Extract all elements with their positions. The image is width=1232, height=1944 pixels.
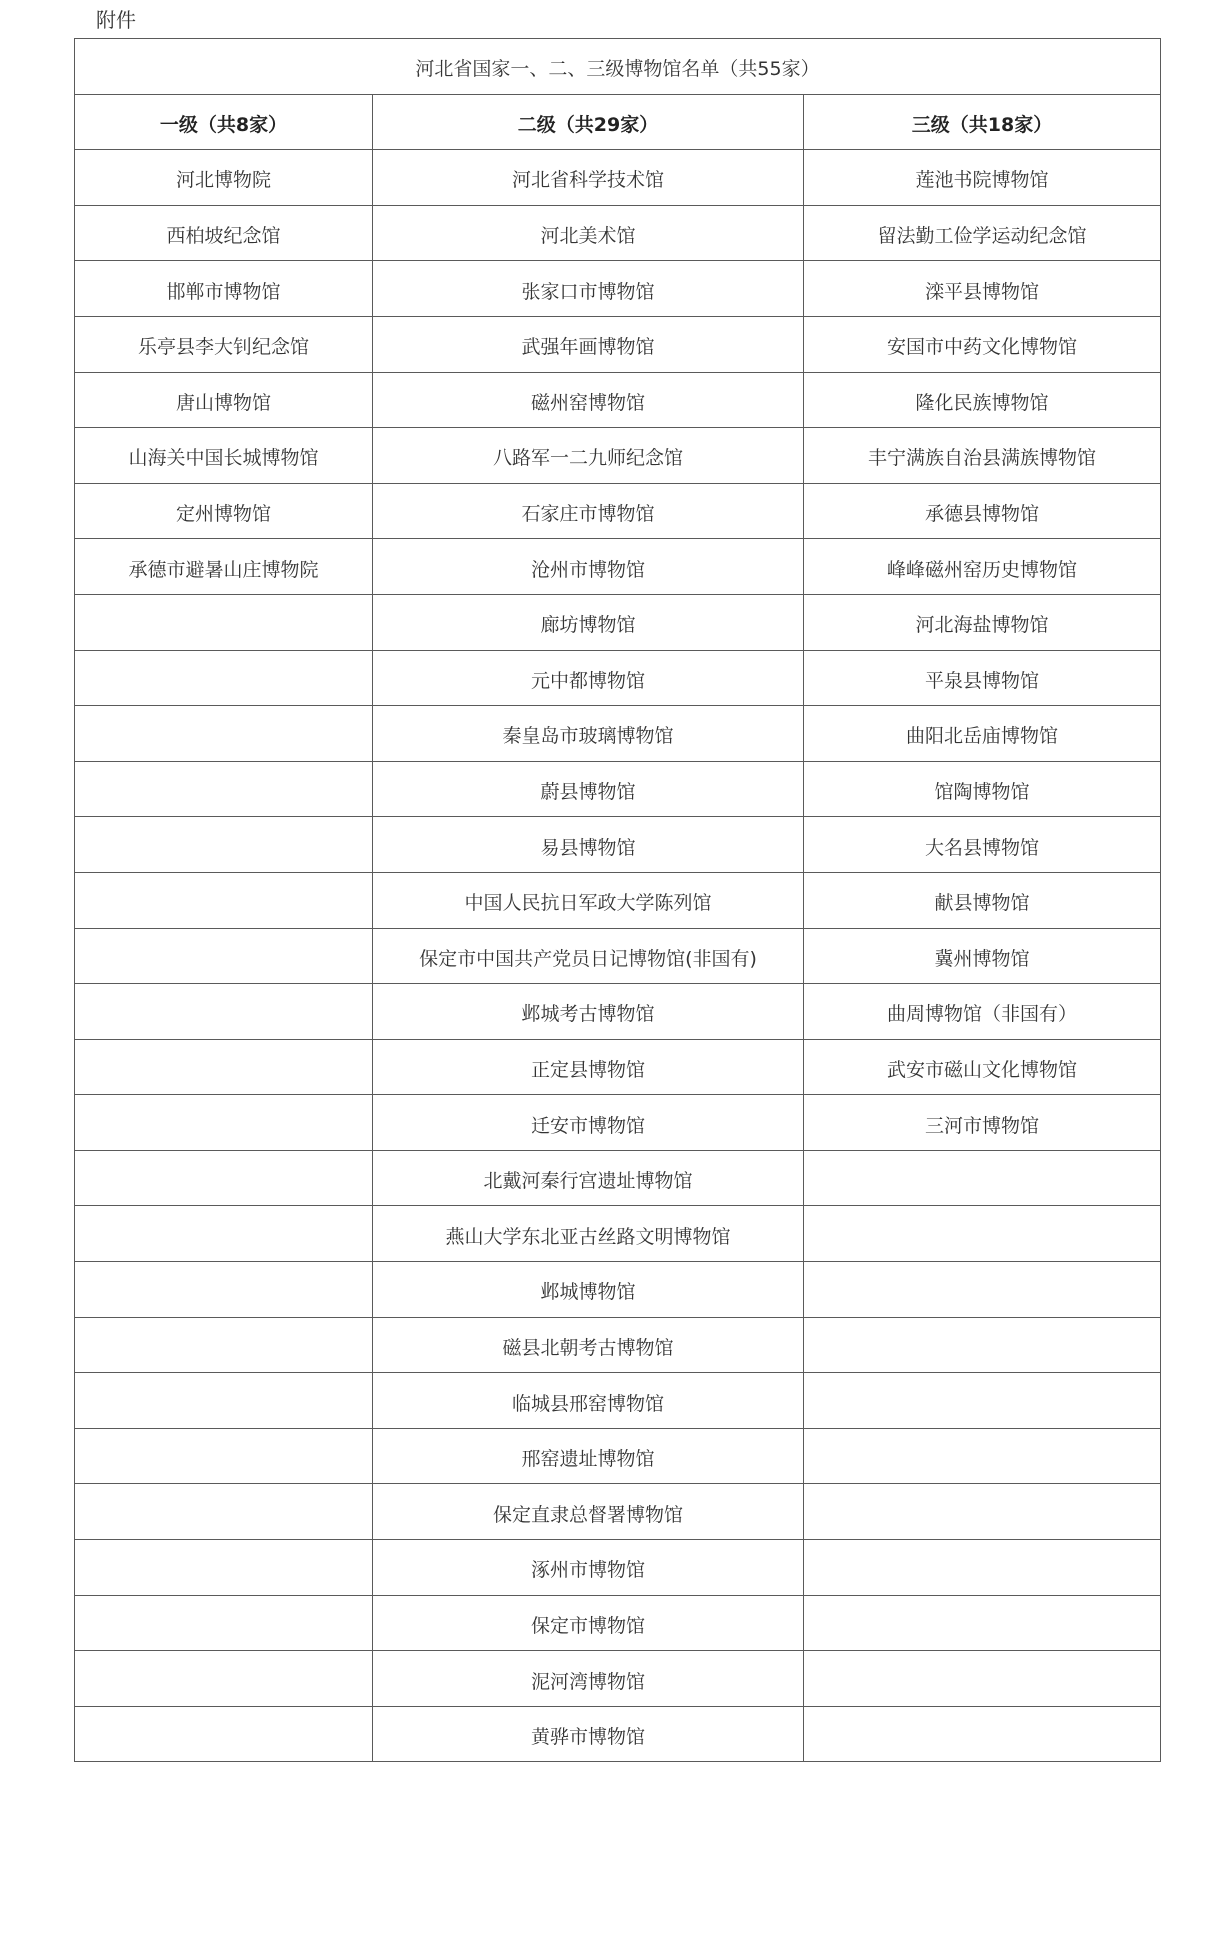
level-3-museum-cell: 三河市博物馆 [804,1095,1161,1151]
level-1-museum-cell [75,1095,373,1151]
table-row [75,1373,1161,1429]
table-row [75,372,1161,428]
table-row [75,1262,1161,1318]
level-2-museum-cell: 保定市中国共产党员日记博物馆(非国有) [373,928,804,984]
level-1-museum-cell: 承德市避暑山庄博物院 [75,539,373,595]
level-1-museum-cell: 河北博物院 [75,150,373,206]
level-1-museum-cell [75,1150,373,1206]
level-3-museum-cell [804,1595,1161,1651]
level-2-museum-cell: 元中都博物馆 [373,650,804,706]
level-3-museum-cell [804,1150,1161,1206]
level-1-museum-cell [75,761,373,817]
table-row [75,1317,1161,1373]
table-row [75,1428,1161,1484]
level-2-museum-cell: 中国人民抗日军政大学陈列馆 [373,872,804,928]
level-2-museum-cell: 八路军一二九师纪念馆 [373,428,804,484]
level-3-museum-cell [804,1540,1161,1596]
level-3-museum-cell: 献县博物馆 [804,872,1161,928]
level-1-museum-cell [75,1262,373,1318]
level-1-museum-cell [75,1595,373,1651]
level-3-museum-cell: 峰峰磁州窑历史博物馆 [804,539,1161,595]
table-row [75,1095,1161,1151]
table-row [75,539,1161,595]
level-2-museum-cell: 迁安市博物馆 [373,1095,804,1151]
level-2-museum-cell: 邢窑遗址博物馆 [373,1428,804,1484]
table-row [75,1039,1161,1095]
level-3-museum-cell [804,1428,1161,1484]
level-2-museum-cell: 正定县博物馆 [373,1039,804,1095]
attachment-label: 附件 [96,8,136,32]
table-title-row [75,39,1161,95]
level-2-museum-cell: 沧州市博物馆 [373,539,804,595]
level-2-museum-cell: 保定市博物馆 [373,1595,804,1651]
level-3-museum-cell: 冀州博物馆 [804,928,1161,984]
table-row [75,594,1161,650]
level-1-museum-cell [75,1373,373,1429]
level-1-museum-cell [75,984,373,1040]
level-1-museum-cell [75,1428,373,1484]
level-2-museum-cell: 秦皇岛市玻璃博物馆 [373,706,804,762]
table-row [75,1595,1161,1651]
table-row [75,1540,1161,1596]
table-row [75,261,1161,317]
level-1-museum-cell [75,1484,373,1540]
level-1-museum-cell [75,594,373,650]
level-2-museum-cell: 保定直隶总督署博物馆 [373,1484,804,1540]
level-1-museum-cell [75,1039,373,1095]
level-1-museum-cell [75,1651,373,1707]
header-level-1: 一级（共8家） [75,94,373,150]
level-1-museum-cell [75,1706,373,1762]
level-1-museum-cell: 西柏坡纪念馆 [75,205,373,261]
table-row [75,1651,1161,1707]
table-row [75,1484,1161,1540]
level-2-museum-cell: 石家庄市博物馆 [373,483,804,539]
level-1-museum-cell [75,1540,373,1596]
level-3-museum-cell: 平泉县博物馆 [804,650,1161,706]
level-2-museum-cell: 河北美术馆 [373,205,804,261]
table-row [75,706,1161,762]
level-1-museum-cell [75,706,373,762]
level-2-museum-cell: 磁县北朝考古博物馆 [373,1317,804,1373]
table-row [75,761,1161,817]
table-header-row [75,94,1161,150]
level-2-museum-cell: 易县博物馆 [373,817,804,873]
table-row [75,150,1161,206]
level-2-museum-cell: 邺城博物馆 [373,1262,804,1318]
level-1-museum-cell [75,817,373,873]
table-row [75,872,1161,928]
level-1-museum-cell: 邯郸市博物馆 [75,261,373,317]
level-3-museum-cell [804,1373,1161,1429]
level-1-museum-cell [75,928,373,984]
level-2-museum-cell: 邺城考古博物馆 [373,984,804,1040]
level-2-museum-cell: 磁州窑博物馆 [373,372,804,428]
level-3-museum-cell: 安国市中药文化博物馆 [804,316,1161,372]
level-1-museum-cell: 定州博物馆 [75,483,373,539]
level-3-museum-cell: 曲周博物馆（非国有） [804,984,1161,1040]
level-1-museum-cell: 乐亭县李大钊纪念馆 [75,316,373,372]
level-3-museum-cell [804,1484,1161,1540]
table-row [75,817,1161,873]
level-1-museum-cell [75,872,373,928]
level-2-museum-cell: 廊坊博物馆 [373,594,804,650]
level-3-museum-cell [804,1206,1161,1262]
level-2-museum-cell: 张家口市博物馆 [373,261,804,317]
level-1-museum-cell [75,1317,373,1373]
table-row [75,984,1161,1040]
level-3-museum-cell [804,1706,1161,1762]
level-2-museum-cell: 燕山大学东北亚古丝路文明博物馆 [373,1206,804,1262]
level-3-museum-cell [804,1651,1161,1707]
level-3-museum-cell: 承德县博物馆 [804,483,1161,539]
table-row [75,205,1161,261]
level-2-museum-cell: 武强年画博物馆 [373,316,804,372]
level-3-museum-cell: 留法勤工俭学运动纪念馆 [804,205,1161,261]
level-2-museum-cell: 蔚县博物馆 [373,761,804,817]
level-2-museum-cell: 北戴河秦行宫遗址博物馆 [373,1150,804,1206]
level-3-museum-cell: 河北海盐博物馆 [804,594,1161,650]
table-row [75,316,1161,372]
header-level-2: 二级（共29家） [373,94,804,150]
level-3-museum-cell: 隆化民族博物馆 [804,372,1161,428]
table-title: 河北省国家一、二、三级博物馆名单（共55家） [75,39,1161,95]
level-2-museum-cell: 临城县邢窑博物馆 [373,1373,804,1429]
table-row [75,650,1161,706]
level-2-museum-cell: 泥河湾博物馆 [373,1651,804,1707]
header-level-3: 三级（共18家） [804,94,1161,150]
level-3-museum-cell: 武安市磁山文化博物馆 [804,1039,1161,1095]
level-3-museum-cell: 曲阳北岳庙博物馆 [804,706,1161,762]
level-3-museum-cell: 滦平县博物馆 [804,261,1161,317]
level-2-museum-cell: 河北省科学技术馆 [373,150,804,206]
table-row [75,428,1161,484]
table-row [75,1706,1161,1762]
table-row [75,928,1161,984]
table-row [75,1206,1161,1262]
level-1-museum-cell: 山海关中国长城博物馆 [75,428,373,484]
level-3-museum-cell [804,1317,1161,1373]
level-3-museum-cell: 大名县博物馆 [804,817,1161,873]
level-3-museum-cell: 莲池书院博物馆 [804,150,1161,206]
level-2-museum-cell: 涿州市博物馆 [373,1540,804,1596]
level-3-museum-cell: 丰宁满族自治县满族博物馆 [804,428,1161,484]
level-1-museum-cell [75,1206,373,1262]
level-2-museum-cell: 黄骅市博物馆 [373,1706,804,1762]
level-1-museum-cell [75,650,373,706]
level-3-museum-cell [804,1262,1161,1318]
level-1-museum-cell: 唐山博物馆 [75,372,373,428]
table-row [75,483,1161,539]
level-3-museum-cell: 馆陶博物馆 [804,761,1161,817]
museum-list-table [74,38,1161,1762]
table-body [75,39,1161,1762]
table-row [75,1150,1161,1206]
